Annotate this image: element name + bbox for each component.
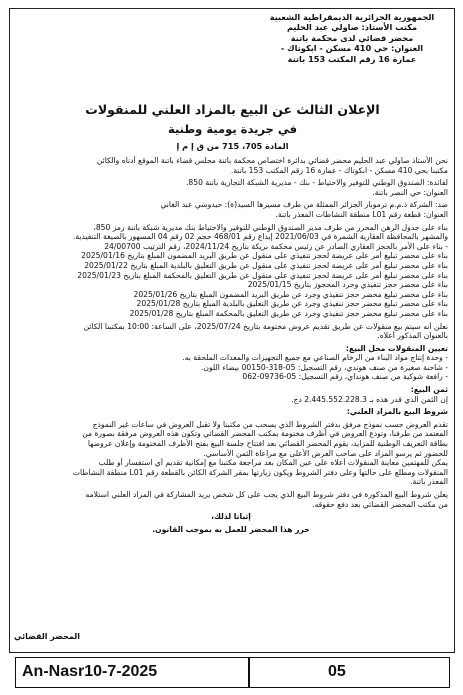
page-number: 05 — [328, 663, 346, 680]
body-line: والمشهر بالمحافظة العقارية الشمرة في 2021/06/03 إيداع رقم 468/01 حجم 02 رقم 04 المسهور بالصيغة التنفيذية. — [72, 232, 448, 242]
body-line: بناء على محضر تبليغ أمر على عريضة لحجز تنفيذي على منقول عن طريق التعليق بالبلدية المبلغ بتاريخ 2025/01/22 — [84, 260, 448, 270]
body-line: بناء على محضر تبليغ أمر على عريضة لحجز تنفيذي على منقول عن طريق البريد المضمون المبلغ بتاريخ 2025/01/16 — [81, 251, 448, 261]
body-line: بطاقة التعريف الوطنية للمزايد، يقوم المحضر القضائي بعد افتتاح جلسة البيع بفتح الأظرف المختومة وإعلان عروضها — [87, 439, 448, 449]
body-line: يعلن شروط البيع المذكورة في دفتر شروط البيع الذي يجب على كل شخص يريد المشاركة في المزاد العلني استلامه — [85, 490, 448, 499]
body-line: المنقولات ومطلع على حالتها وعلى دفتر الشروط ويكون زيارتها بمقر الشركة الكائن بالقطعة رقم L01 منطقة النشاطات — [72, 467, 448, 477]
header-line: عمارة 16 رقم المكتب 153 باتنة — [287, 53, 417, 64]
body-line: العنوان: حي النصر باتنة. — [372, 187, 448, 197]
newspaper-footer — [15, 657, 450, 688]
notice-body — [14, 156, 448, 534]
closing-line: حرر هذا المحضر للعمل به بموجب القانون. — [152, 524, 310, 534]
body-line: تقدم العروض حسب نموذج مرفق بدفتر الشروط الذي يسحب من مكتبنا ولا تقبل العروض في ساعات غير النموذج — [92, 419, 448, 429]
body-line: بناء على محضر تبليغ محضر حجز تنفيذي وجرد عن طريق التعليق بالبلدية المبلغ بتاريخ 2025/01/28 — [136, 299, 448, 309]
header-line: الجمهورية الجزائرية الديمقراطية الشعبية — [269, 12, 435, 22]
body-line: - بناء على الأمر بالحجز العقاري الصادر عن رئيس محكمة بريكة بتاريخ 2024/11/24، رقم الترتيب 24/00700 — [104, 241, 448, 251]
body-line: بناء على محضر تبليغ محضر حجز تنفيذي وجرد عن طريق التعليق بالمحكمة المبلغ بتاريخ 2025/01/28 — [129, 308, 448, 318]
body-line: - رافعة شوكية من صنف هونداي، رقم التسجيل: 05-09736-062 — [242, 372, 448, 382]
body-line: يمكن للمهتمين معاينة المنقولات أعلاه على عين المكان بعد مراجعة مكتبنا مع إمكانية تقديم أي استفسار أو طلب — [98, 458, 448, 468]
body-line: بناء على محضر تبليغ أمر على عريضة لحجز تنفيذي على منقول عن طريق التعليق بالمحكمة المبلغ بتاريخ 2025/01/23 — [77, 270, 448, 280]
body-line: ثمن البيع: — [410, 385, 448, 395]
legal-articles: المادة 705، 715 من ق إ م إ — [176, 141, 289, 151]
header-line: محضر قضائي لدى محكمة باتنة — [290, 32, 414, 43]
body-line: إن الثمن الذي قدر هذه بـ 2.445.552.228.3 دج. — [291, 394, 448, 404]
body-line: العنوان: قطعة رقم L01 منطقة النشاطات المعذر باتنة. — [275, 209, 448, 219]
header-line: مكتب الأستاذ: صاولي عبد الحليم — [286, 22, 418, 33]
footer-divider — [248, 658, 250, 687]
body-line: للحضور ثم يرسو المزاد على صاحب العرض الأعلى مع مراعاة الثمن الأساسي. — [203, 448, 448, 458]
body-line: من مكتب المحضر القضائي بعد دفع حقوقه. — [312, 499, 448, 509]
closing-line: إثباتا لذلك، — [211, 512, 251, 522]
body-line: بناء على محضر تبليغ محضر حجز تنفيذي وجرد عن طريق البريد المضمون المبلغ بتاريخ 2025/01/26 — [133, 289, 448, 299]
body-line: بناء على جدول الرهن المحرر من طرف مدير الصندوق الوطني للتوفير والاحتياط بنك مديرية شبكة باتنة رمز 850، — [93, 222, 448, 232]
newspaper-reference: An-Nasr10-7-2025 — [22, 663, 158, 680]
body-line: المعتمد من طرفنا، وتودع العروض في أظرف مختومة بمكتب المحضر القضائي وتكون هذه العروض مرفقة بصورة من — [82, 429, 448, 439]
body-line: نعلن أنه سيتم بيع منقولات عن طريق تقديم عروض مختومة بتاريخ 2025/07/24، على الساعة: 10:00 بمكتبنا الكائن — [83, 321, 448, 331]
body-line: المعذر باتنة. — [410, 477, 448, 487]
notice-subtitle: في جريدة يومية وطنية — [167, 122, 298, 136]
header-line: العنوان: حي 410 مسكن - ابكوتاك - — [280, 43, 424, 54]
body-line: لفائدة: الصندوق الوطني للتوفير والاحتياط - بنك - مديرية الشبكة التجارية باتنة 850. — [186, 178, 448, 188]
body-line: نحن الأستاذ صاولي عبد الحليم محضر قضائي بدائرة اختصاص محكمة باتنة مجلس قضاء باتنة الموقع أدناه والكائن — [96, 156, 448, 165]
office-header — [257, 12, 447, 64]
body-line: مكتبنا بحي 410 مسكن - ابكوتاك - عمارة 16 رقم المكتب 153 باتنة. — [230, 165, 448, 175]
body-line: ضد: الشركة ذ.م.م ترموبار الجزائر الممثلة من طرف مسيرها السيد(ة): حيدوسي عبد الغاني — [160, 200, 448, 210]
body-line: بناء على محضر حجز تنفيذي وجرد المحجوز بتاريخ 2025/01/15 — [247, 280, 448, 290]
body-line: - شاحنة صغيرة من صنف هوندي، رقم التسجيل: 05-318-00150 بيضاء اللون. — [201, 362, 448, 372]
notice-title: الإعلان الثالث عن البيع بالمزاد العلني للمنقولات — [85, 102, 380, 117]
body-line: شروط البيع بالمزاد العلني: — [346, 407, 448, 417]
bailiff-signature: المحضر القضائي — [14, 632, 81, 641]
body-line: - وحدة إنتاج مواد البناء من الرخام الصناعي مع جميع التجهيزات والمعدات الملحقة به. — [182, 353, 448, 363]
body-line: بالعنوان المذكور أعلاه. — [377, 331, 448, 341]
body-line: تعيين المنقولات محل البيع: — [345, 343, 448, 353]
